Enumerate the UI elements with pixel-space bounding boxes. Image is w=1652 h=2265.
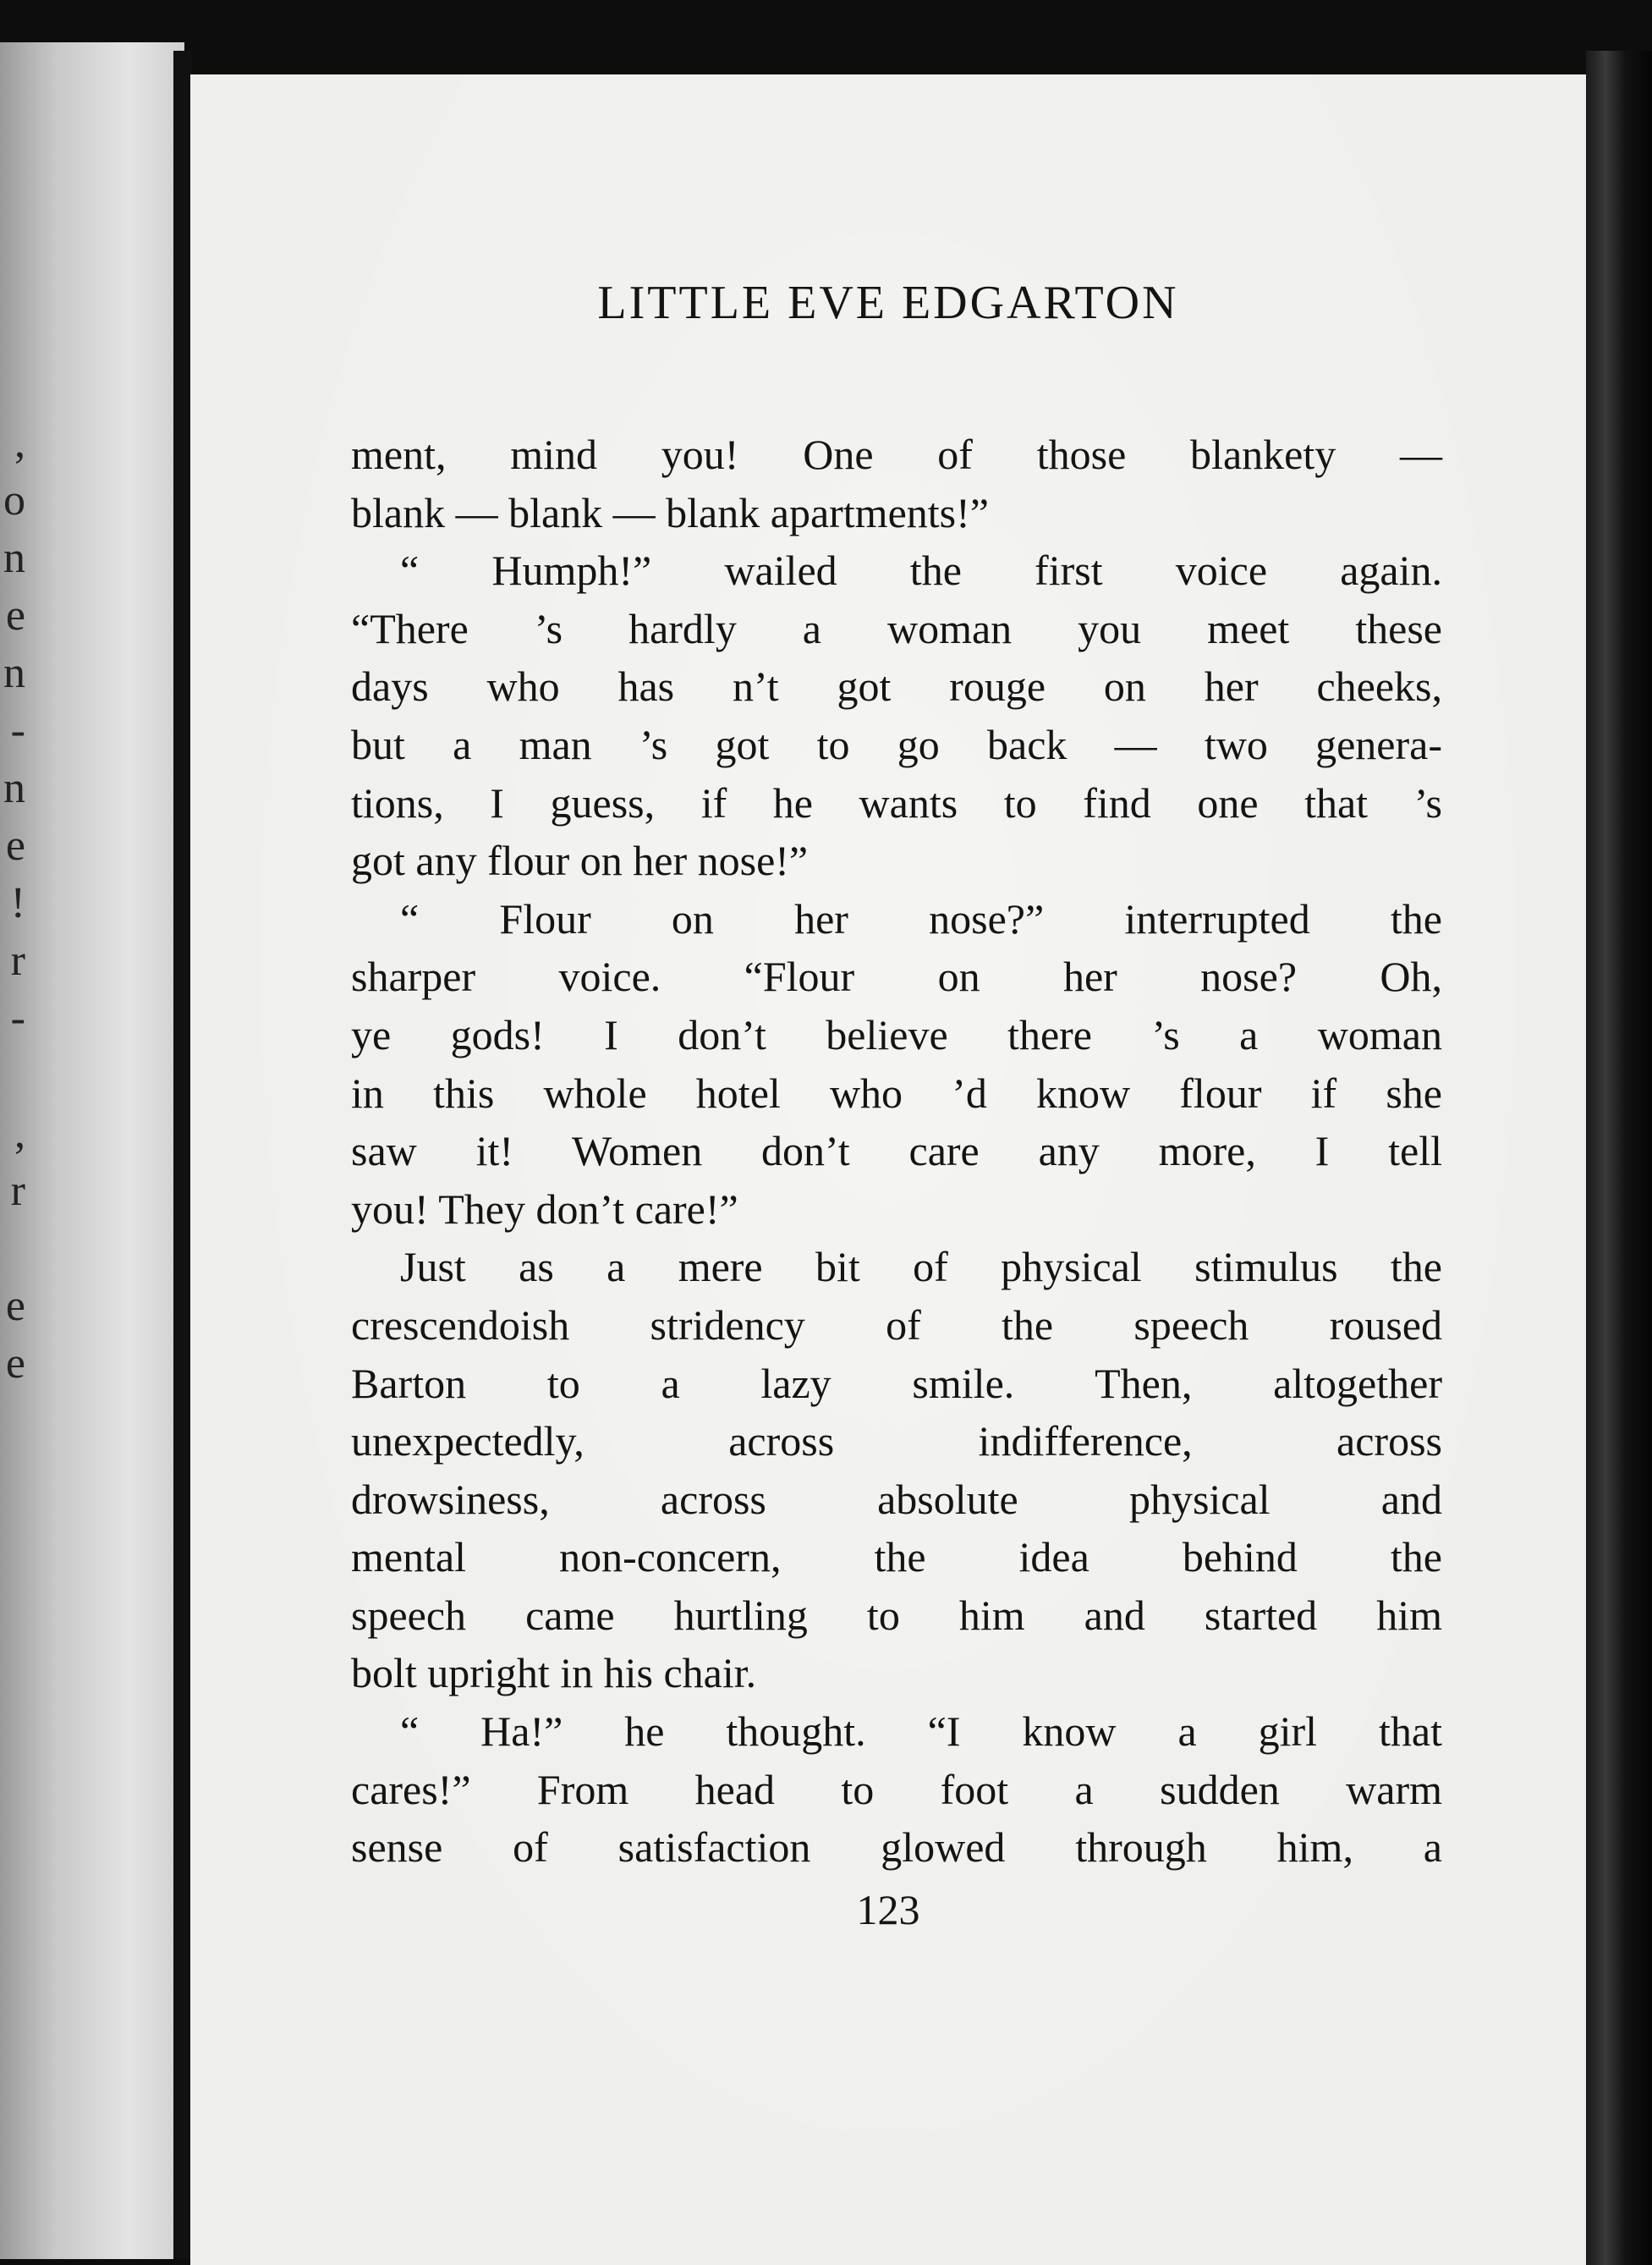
text-line: days who has n’t got rouge on her cheeks, bbox=[351, 662, 1442, 711]
edge-glyph bbox=[0, 1220, 25, 1278]
edge-glyph: - bbox=[10, 706, 25, 755]
text-line: bolt upright in his chair. bbox=[351, 1649, 757, 1697]
text-line: unexpectedly, across indifference, across bbox=[351, 1417, 1442, 1465]
text-line: saw it! Women don’t care any more, I tell bbox=[351, 1127, 1442, 1175]
book-fore-edge-shadow bbox=[1586, 51, 1652, 2265]
text-line: ye gods! I don’t believe there ’s a woman bbox=[351, 1010, 1442, 1058]
edge-glyph: n bbox=[3, 534, 25, 582]
edge-glyph: e bbox=[5, 591, 25, 640]
body-text bbox=[351, 426, 1442, 1877]
edge-glyph: o bbox=[3, 476, 25, 525]
text-line: “There ’s hardly a woman you meet these bbox=[351, 604, 1442, 652]
text-line: sharper voice. “Flour on her nose? Oh, bbox=[351, 953, 1442, 1001]
book-page bbox=[190, 74, 1586, 2265]
edge-glyph: , bbox=[14, 1109, 25, 1157]
edge-glyph: r bbox=[10, 937, 25, 985]
text-line: Just as a mere bit of physical stimulus the bbox=[400, 1243, 1442, 1291]
edge-glyph: r bbox=[10, 1167, 25, 1215]
text-line: got any flour on her nose!” bbox=[351, 837, 809, 885]
text-line: ment, mind you! One of those blankety — bbox=[351, 431, 1442, 478]
edge-glyph: e bbox=[5, 1339, 25, 1388]
book-gutter-shadow bbox=[173, 51, 192, 2259]
text-line: tions, I guess, if he wants to find one that ’s bbox=[351, 778, 1442, 827]
text-line: you! They don’t care!” bbox=[351, 1185, 738, 1233]
previous-page-edge bbox=[0, 42, 184, 2259]
edge-glyph: n bbox=[3, 649, 25, 697]
text-line: crescendoish stridency of the speech roused bbox=[351, 1300, 1442, 1349]
text-line: “ Ha!” he thought. “I know a girl that bbox=[400, 1707, 1442, 1756]
edge-glyph: e bbox=[5, 822, 25, 870]
running-head: LITTLE EVE EDGARTON bbox=[597, 277, 1179, 329]
text-line: drowsiness, across absolute physical and bbox=[351, 1475, 1442, 1523]
edge-glyph: ! bbox=[10, 879, 25, 927]
text-line: cares!” From head to foot a sudden warm bbox=[351, 1765, 1442, 1813]
edge-glyph: , bbox=[14, 419, 25, 467]
edge-glyph: - bbox=[10, 994, 25, 1042]
text-line: speech came hurtling to him and started him bbox=[351, 1591, 1442, 1639]
text-line: mental non-concern, the idea behind the bbox=[351, 1533, 1442, 1581]
text-line: in this whole hotel who ’d know flour if she bbox=[351, 1069, 1442, 1117]
text-line: sense of satisfaction glowed through him, a bbox=[351, 1823, 1442, 1872]
edge-glyph: e bbox=[5, 1282, 25, 1330]
text-line: blank — blank — blank apartments!” bbox=[351, 488, 989, 536]
edge-glyph bbox=[0, 1047, 25, 1105]
previous-page-line-endings bbox=[0, 415, 25, 1393]
text-line: but a man ’s got to go back — two genera- bbox=[351, 720, 1442, 768]
text-line: Barton to a lazy smile. Then, altogether bbox=[351, 1359, 1442, 1407]
edge-glyph: n bbox=[3, 764, 25, 812]
text-line: “ Humph!” wailed the first voice again. bbox=[400, 547, 1442, 595]
page-number: 123 bbox=[856, 1886, 920, 1933]
text-line: “ Flour on her nose?” interrupted the bbox=[400, 894, 1442, 943]
